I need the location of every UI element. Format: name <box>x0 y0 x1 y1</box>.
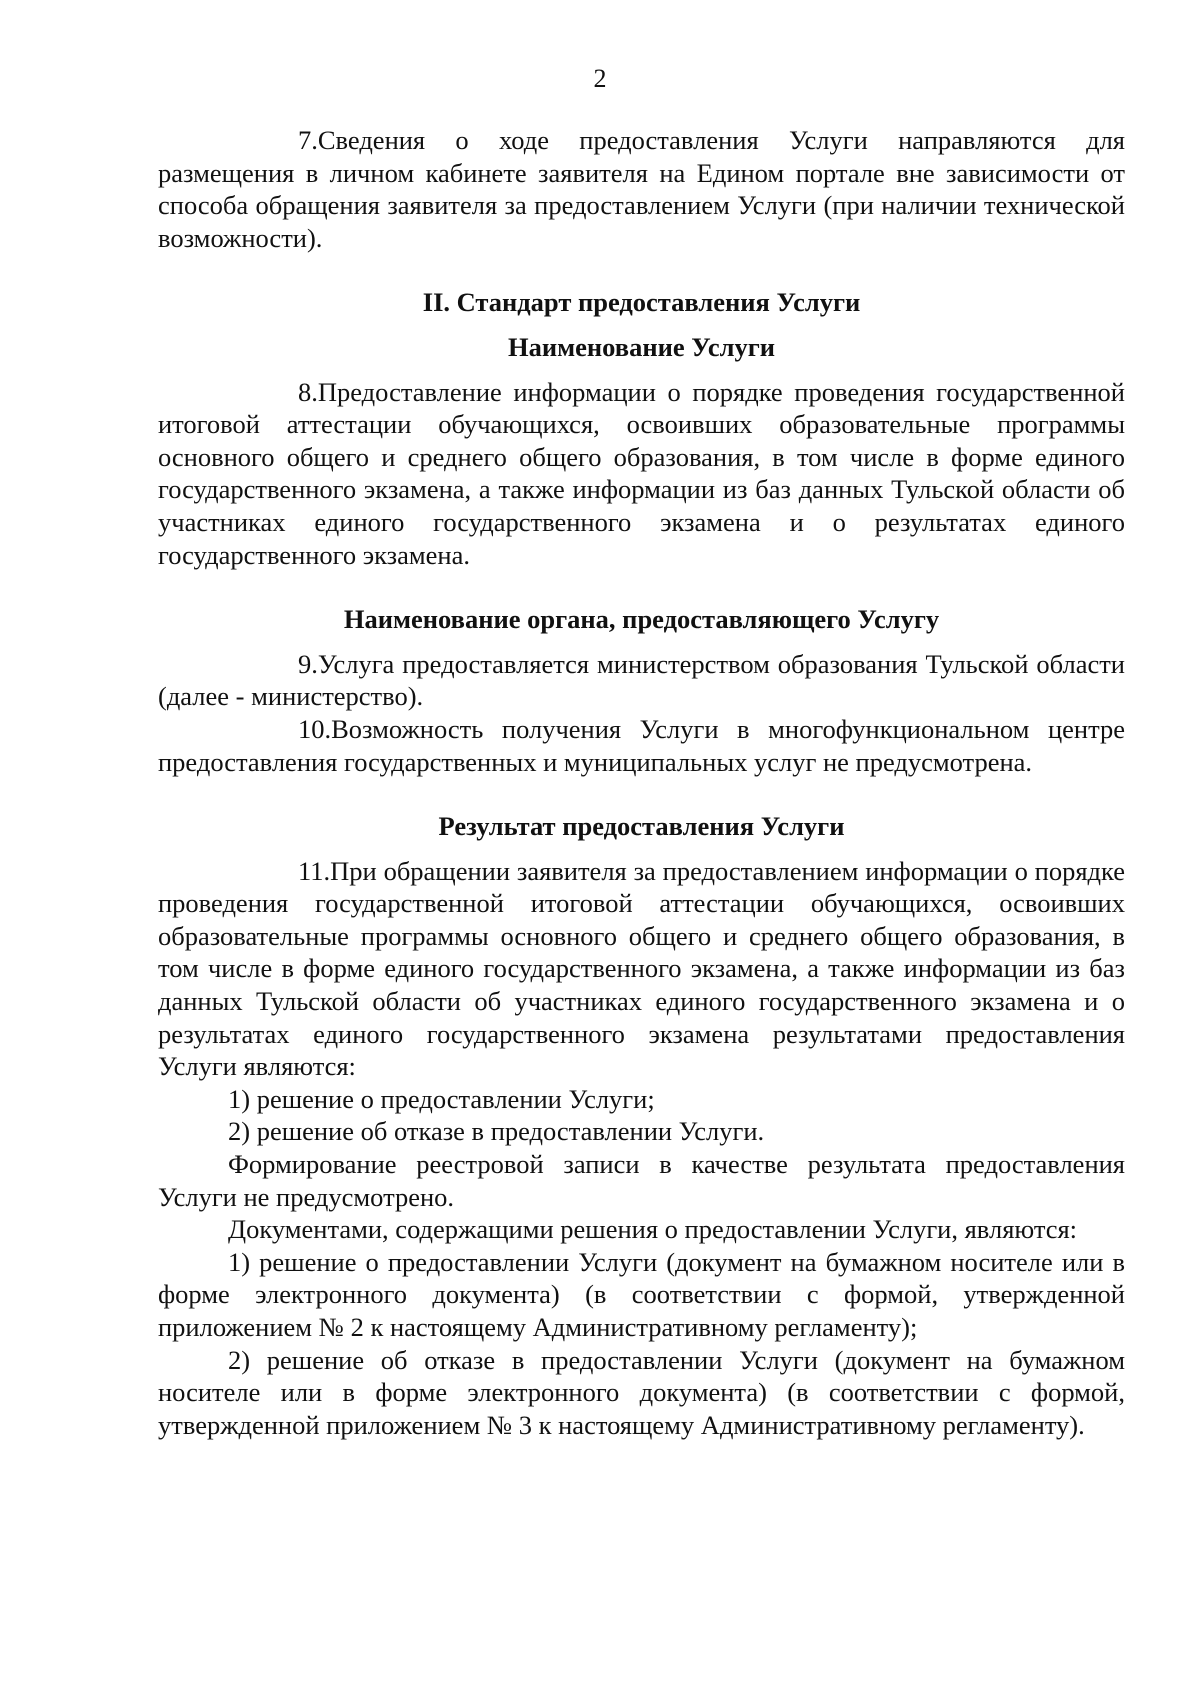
document-item-1: 1) решение о предоставлении Услуги (документ на бумажном носителе или в форме электронного документа) (в соответствии с формой, утвержденной приложением № 2 к настоящему Административному регламенту); <box>158 1246 1125 1342</box>
subsection-heading-organ: Наименование органа, предоставляющего Услугу <box>343 604 940 635</box>
paragraph-number: 11. <box>298 855 331 886</box>
subsection-heading-name: Наименование Услуги <box>507 331 776 362</box>
paragraph-text: Сведения о ходе предоставления Услуги направляются для размещения в личном кабинете заявителя на Едином портале вне зависимости от способа обращения заявителя за предоставлением Услуги (при наличии технической возможности). <box>158 125 1125 253</box>
paragraph-registry: Формирование реестровой записи в качестве результата предоставления Услуги не предусмотрено. <box>158 1149 1125 1212</box>
section-title: II. Стандарт предоставления Услуги <box>422 287 861 318</box>
page-number: 2 <box>593 64 607 93</box>
result-item-2: 2) решение об отказе в предоставлении Услуги. <box>228 1116 765 1147</box>
paragraph-text: Предоставление информации о порядке проведения государственной итоговой аттестации обучающихся, освоивших образовательные программы основного общего и среднего общего образования, в том числе в форме единого государственного экзамена, а также информации из баз данных Тульской области об участниках единого государственного экзамена и о результатах единого государственного экзамена. <box>158 376 1125 570</box>
paragraph-number: 8. <box>298 376 318 407</box>
paragraph-text: Услуга предоставляется министерством образования Тульской области (далее - министерство). <box>158 648 1125 712</box>
paragraph-text: Возможность получения Услуги в многофункциональном центре предоставления государственных и муниципальных услуг не предусмотрена. <box>158 713 1125 777</box>
document-item-2: 2) решение об отказе в предоставлении Услуги (документ на бумажном носителе или в форме электронного документа) (в соответствии с формой, утвержденной приложением № 3 к настоящему Административному регламенту). <box>158 1344 1125 1440</box>
result-item-1: 1) решение о предоставлении Услуги; <box>228 1083 655 1114</box>
paragraph-11 <box>158 855 1125 1083</box>
paragraph-text: При обращении заявителя за предоставлением информации о порядке проведения государственной итоговой аттестации обучающихся, освоивших образовательные программы основного общего и среднего общего образования, в том числе в форме единого государственного экзамена, а также информации из баз данных Тульской области об участниках единого государственного экзамена и о результатах единого государственного экзамена результатами предоставления Услуги являются: <box>158 855 1125 1082</box>
paragraph-number: 10. <box>298 713 332 744</box>
paragraph-7 <box>158 124 1125 254</box>
paragraph-number: 9. <box>298 648 318 679</box>
paragraph-9 <box>158 648 1125 713</box>
paragraph-documents: Документами, содержащими решения о предоставлении Услуги, являются: <box>228 1214 1078 1245</box>
paragraph-8 <box>158 376 1125 572</box>
paragraph-number: 7. <box>298 125 318 155</box>
paragraph-10 <box>158 713 1125 778</box>
document-body <box>158 124 1125 1441</box>
subsection-heading-result: Результат предоставления Услуги <box>438 811 845 842</box>
